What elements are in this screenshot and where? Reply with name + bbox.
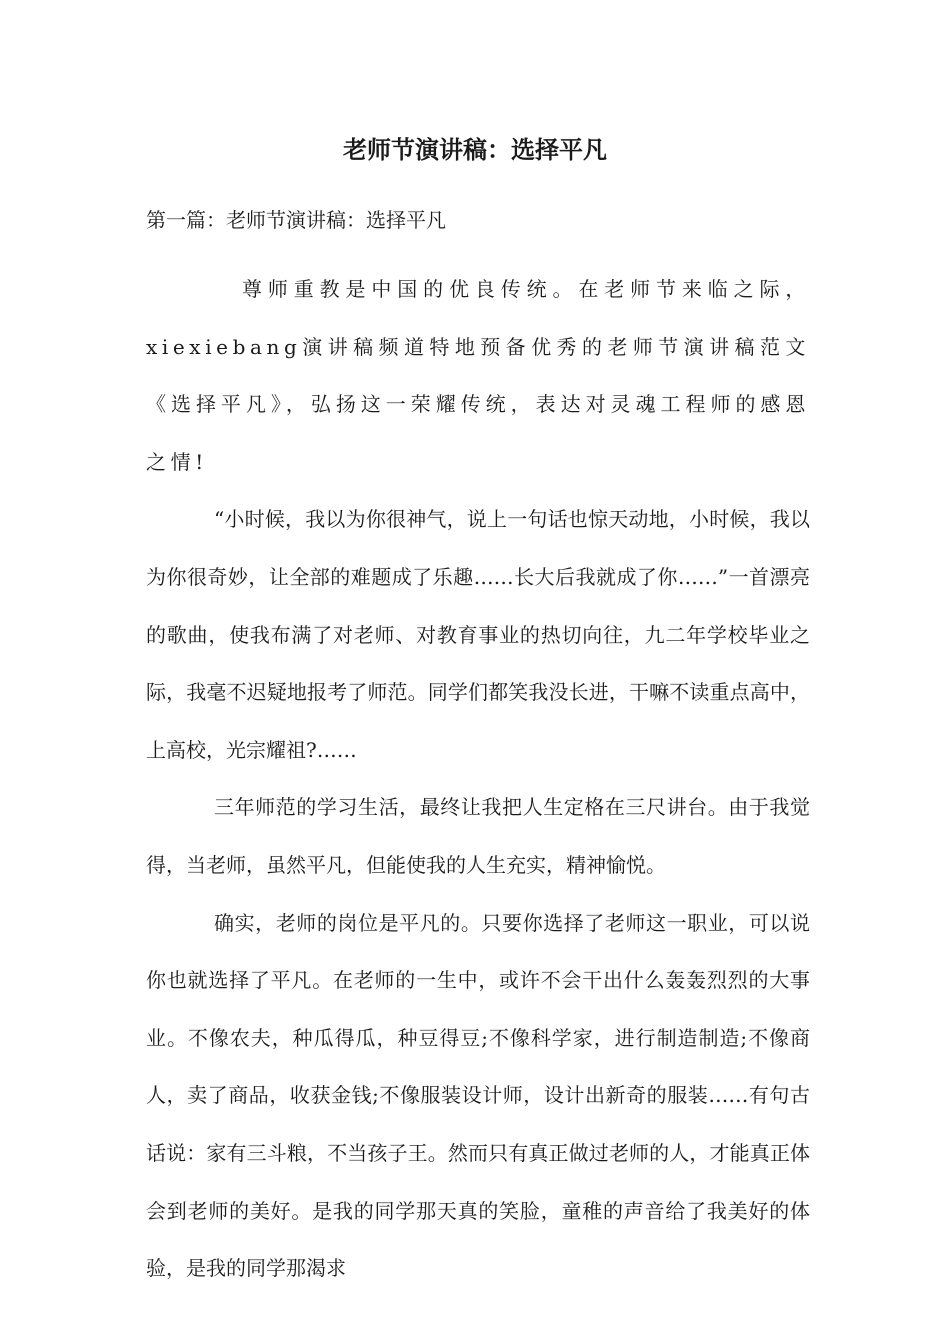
- document-body: [146, 261, 810, 1298]
- paragraph-normal-school: 三年师范的学习生活，最终让我把人生定格在三尺讲台。由于我觉得，当老师，虽然平凡，但能使我的人生充实，精神愉悦。: [146, 795, 810, 877]
- paragraph-intro: 尊师重教是中国的优良传统。在老师节来临之际，xiexiebang演讲稿频道特地预备优秀的老师节演讲稿范文《选择平凡》，弘扬这一荣耀传统，表达对灵魂工程师的感恩之情!: [146, 277, 810, 474]
- document-title: 老师节演讲稿：选择平凡: [343, 135, 607, 164]
- document-subtitle: 第一篇：老师节演讲稿：选择平凡: [146, 208, 446, 232]
- paragraph-song: “小时候，我以为你很神气，说上一句话也惊天动地，小时候，我以为你很奇妙，让全部的难题成了乐趣……长大后我就成了你……”一首漂亮的歌曲，使我布满了对老师、对教育事业的热切向往，九二年学校毕业之际，我毫不迟疑地报考了师范。同学们都笑我没长进，干嘛不读重点高中，上高校，光宗耀祖?……: [146, 507, 810, 762]
- paragraph-ordinary-post: 确实，老师的岗位是平凡的。只要你选择了老师这一职业，可以说你也就选择了平凡。在老师的一生中，或许不会干出什么轰轰烈烈的大事业。不像农夫，种瓜得瓜，种豆得豆;不像科学家，进行制造制造;不像商人，卖了商品，收获金钱;不像服装设计师，设计出新奇的服装……有句古话说：家有三斗粮，不当孩子王。然而只有真正做过老师的人，才能真正体会到老师的美好。是我的同学那天真的笑脸，童稚的声音给了我美好的体验，是我的同学那渴求: [146, 910, 810, 1281]
